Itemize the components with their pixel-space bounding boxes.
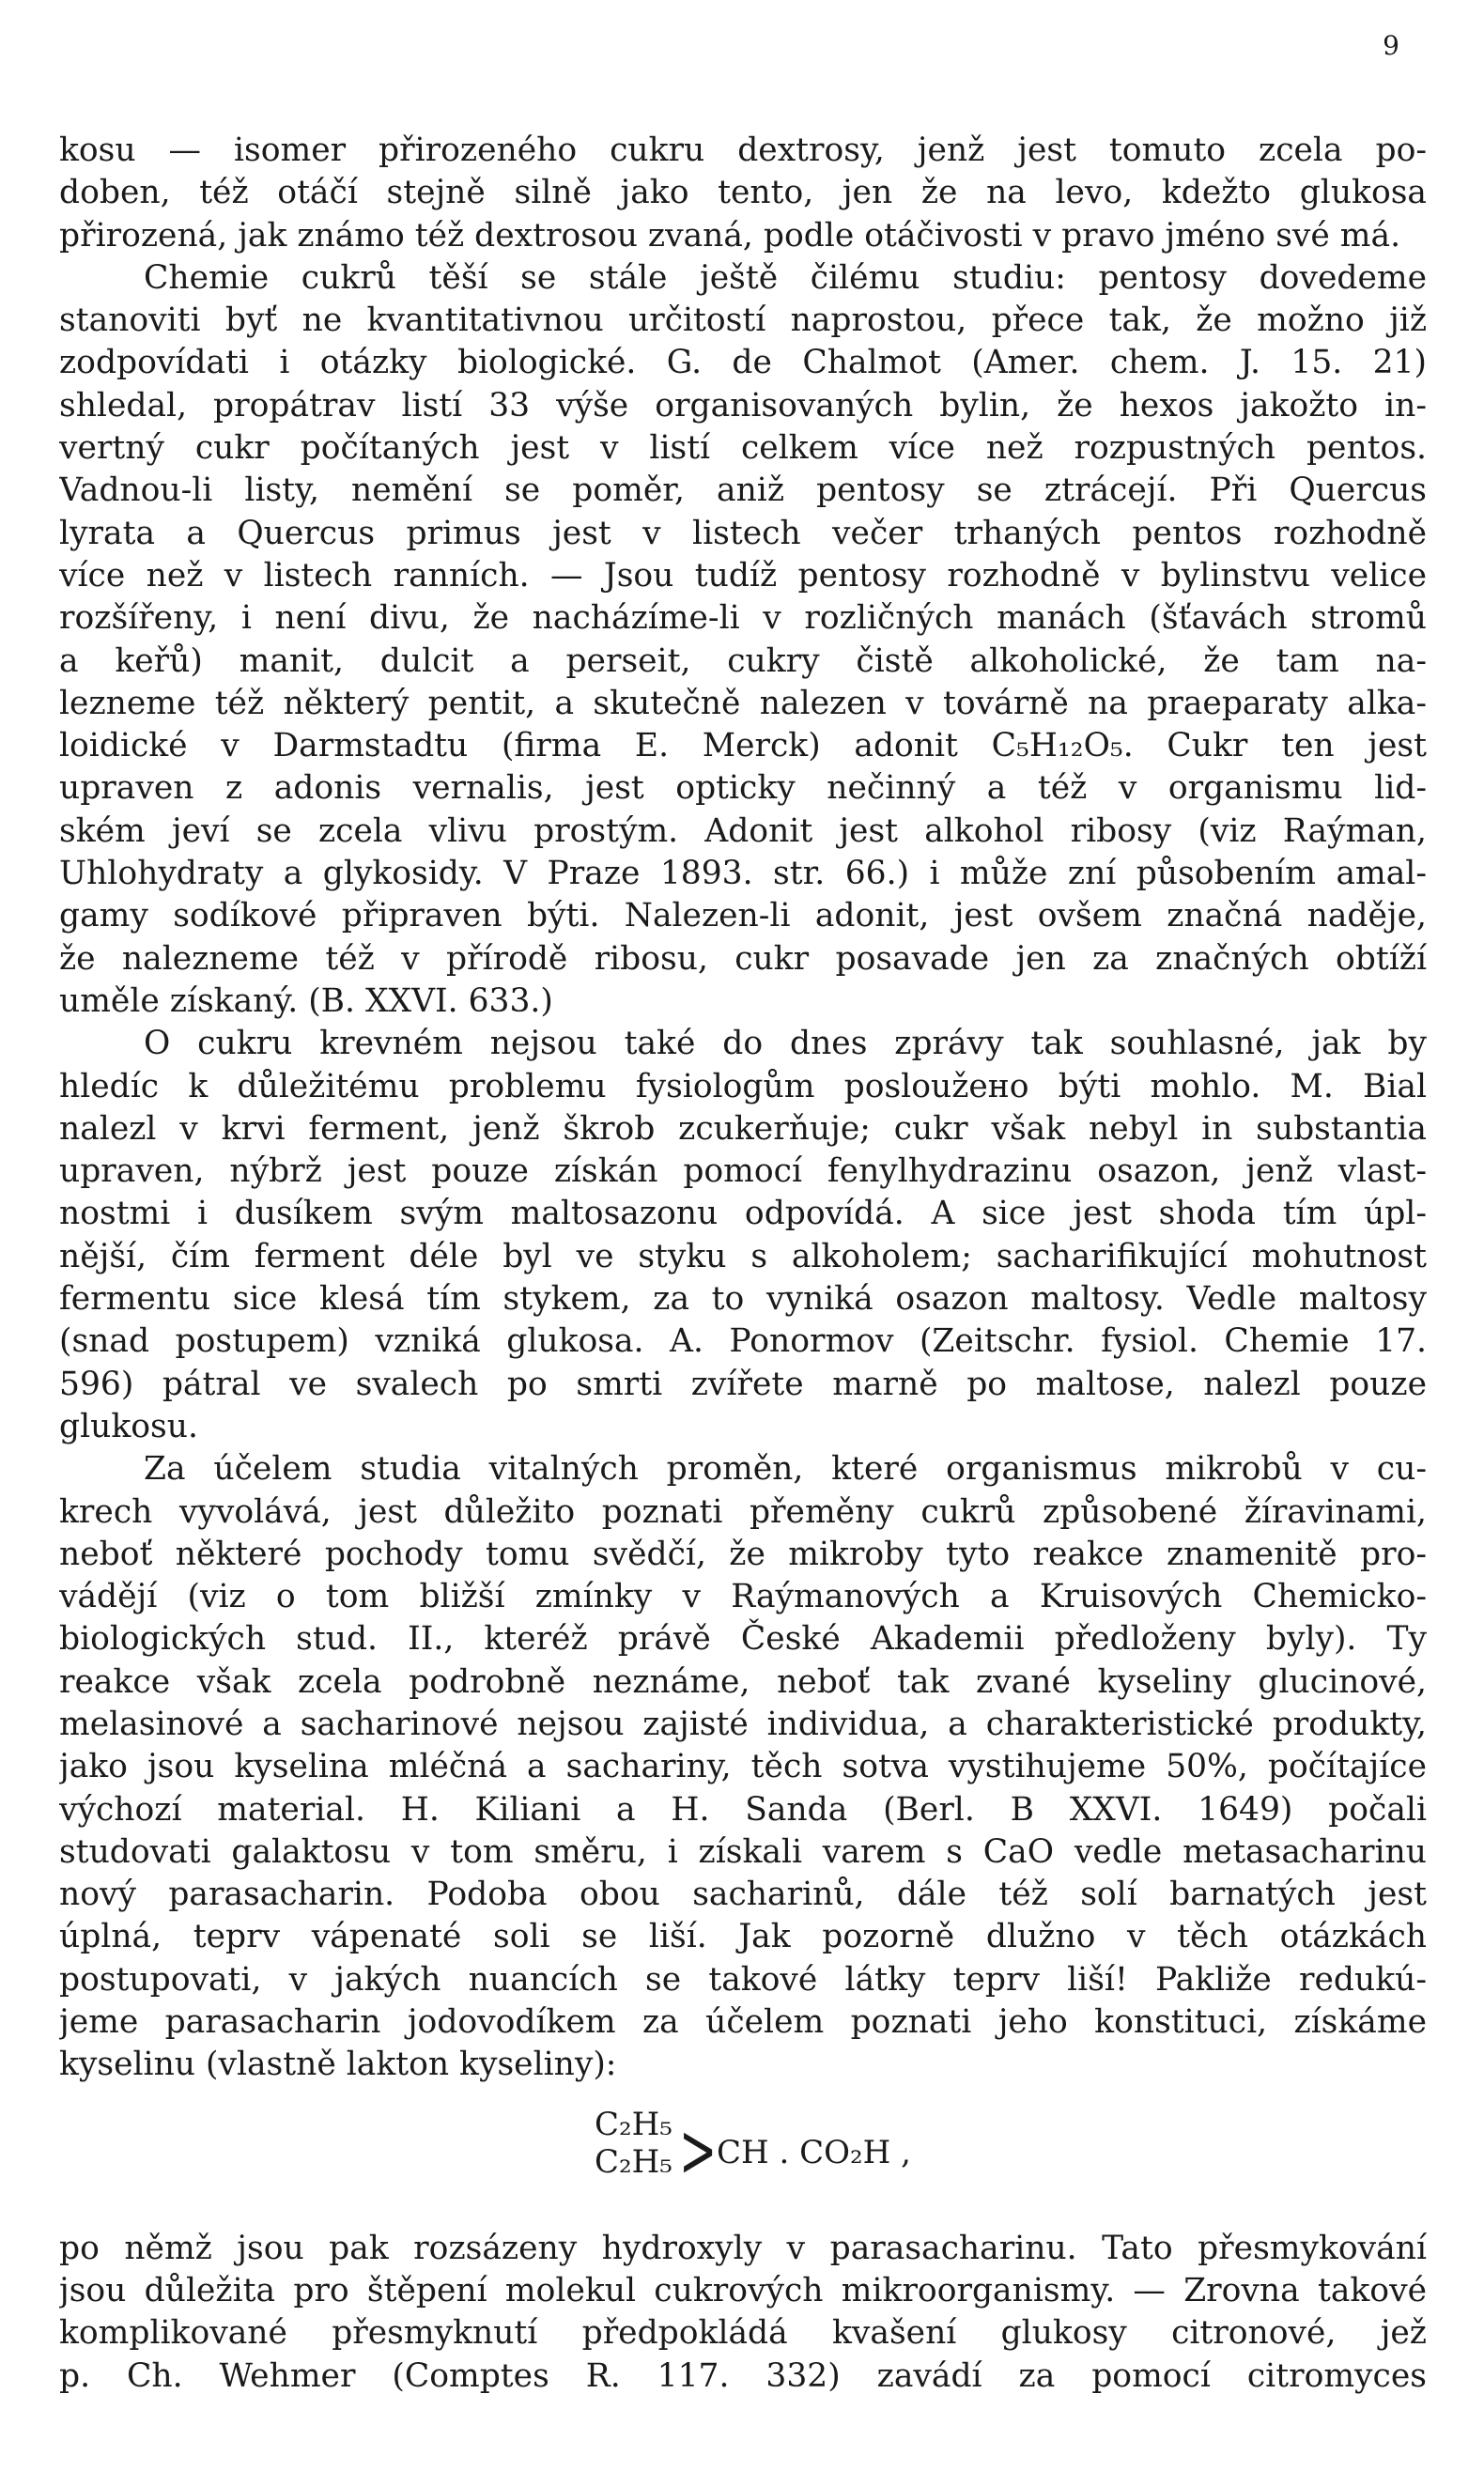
- text-line: 596) pátral ve svalech po smrti zvířete marně po maltose, nalezl pouze: [59, 1365, 1427, 1403]
- text-line: po němž jsou pak rozsázeny hydroxyly v parasacharinu. Tato přesmykování: [59, 2229, 1427, 2267]
- text-line: fermentu sice klesá tím stykem, za to vyniká osazon maltosy. Vedle maltosy: [59, 1280, 1427, 1319]
- text-line: biologických stud. II., kteréž právě České Akademii předloženy byly). Ty: [59, 1620, 1427, 1659]
- text-line: nostmi i dusíkem svým maltosazonu odpovídá. A sice jest shoda tím úpl-: [59, 1195, 1427, 1233]
- formula-top: C₂H₅: [595, 2105, 672, 2143]
- text-line: doben, též otáčí stejně silně jako tento, jen že na levo, kdežto glukosa: [59, 174, 1427, 212]
- text-line: krech vyvolává, jest důležito poznati přeměny cukrů způsobené žíravinami,: [59, 1492, 1427, 1531]
- paragraphs-after-formula: [59, 2228, 1427, 2398]
- text-line: jsou důležita pro štěpení molekul cukrových mikroorganismy. — Zrovna takové: [59, 2271, 1427, 2309]
- formula-bottom: C₂H₅: [595, 2142, 672, 2181]
- text-line: vádějí (viz o tom bližší zmínky v Raýmanových a Kruisových Chemicko-: [59, 1578, 1427, 1616]
- text-line: Za účelem studia vitalných proměn, které organismus mikrobů v cu-: [144, 1450, 1427, 1489]
- body-text: [59, 130, 1427, 2398]
- text-line: postupovati, v jakých nuancích se takové látky teprv liší! Pakliže redukú-: [59, 1960, 1427, 1999]
- formula-bracket: >: [679, 2106, 718, 2194]
- text-line: nější, čím ferment déle byl ve styku s alkoholem; sacharifikující mohutnost: [59, 1237, 1427, 1275]
- text-line: melasinové a sacharinové nejsou zajisté individua, a charakteristické produkty,: [59, 1705, 1427, 1743]
- text-line: upraven z adonis vernalis, jest opticky nečinný a též v organismu lid-: [59, 769, 1427, 808]
- text-line: zodpovídati i otázky biologické. G. de Chalmot (Amer. chem. J. 15. 21): [59, 344, 1427, 382]
- text-line: O cukru krevném nejsou také do dnes zprávy tak souhlasné, jak by: [144, 1025, 1427, 1063]
- text-line: studovati galaktosu v tom směru, i získali varem s CaO vedle metasacharinu: [59, 1832, 1427, 1871]
- text-line: rozšířeny, i není divu, že nacházíme-li v rozličných manách (šťavách stromů: [59, 599, 1427, 638]
- text-line: Vadnou-li listy, nemění se poměr, aniž pentosy se ztrácejí. Při Quercus: [59, 471, 1427, 510]
- chemical-formula: [59, 2087, 1427, 2228]
- text-line: výchozí material. H. Kiliani a H. Sanda (Berl. B XXVI. 1649) počali: [59, 1790, 1427, 1829]
- text-line: že nalezneme též v přírodě ribosu, cukr posavade jen za značných obtíží: [59, 939, 1427, 978]
- text-line: nalezl v krvi ferment, jenž škrob zcukerňuje; cukr však nebyl in substantia: [59, 1109, 1427, 1148]
- page-number: 9: [1383, 30, 1399, 61]
- text-line: jeme parasacharin jodovodíkem za účelem poznati jeho konstituci, získáme: [59, 2003, 1427, 2042]
- text-line: vertný cukr počítaných jest v listí celkem více než rozpustných pentos.: [59, 429, 1427, 468]
- text-line: lezneme též některý pentit, a skutečně nalezen v továrně na praeparaty alka-: [59, 684, 1427, 722]
- text-line: a keřů) manit, dulcit a perseit, cukry čistě alkoholické, že tam na-: [59, 641, 1427, 680]
- text-line: reakce však zcela podrobně neznáme, neboť tak zvané kyseliny glucinové,: [59, 1662, 1427, 1701]
- text-line: upraven, nýbrž jest pouze získán pomocí fenylhydrazinu osazon, jenž vlast-: [59, 1152, 1427, 1191]
- text-line: glukosu.: [59, 1407, 198, 1445]
- paragraphs-before-formula: [59, 130, 1427, 2087]
- text-line: ském jeví se zcela vlivu prostým. Adonit jest alkohol ribosy (viz Raýman,: [59, 811, 1427, 850]
- text-line: stanoviti byť ne kvantitativnou určitostí naprostou, přece tak, že možno již: [59, 301, 1427, 340]
- text-line: kosu — isomer přirozeného cukru dextrosy, jenž jest tomuto zcela po-: [59, 131, 1427, 169]
- text-line: Chemie cukrů těší se stále ještě čilému studiu: pentosy dovedeme: [144, 258, 1427, 297]
- text-line: lyrata a Quercus primus jest v listech večer trhaných pentos rozhodně: [59, 514, 1427, 552]
- text-line: úplná, teprv vápenaté soli se liší. Jak pozorně dlužno v těch otázkách: [59, 1918, 1427, 1956]
- text-line: gamy sodíkové připraven býti. Nalezen-li adonit, jest ovšem značná naděje,: [59, 897, 1427, 935]
- text-line: loidické v Darmstadtu (firma E. Merck) adonit C₅H₁₂O₅. Cukr ten jest: [59, 727, 1427, 765]
- text-line: neboť některé pochody tomu svědčí, že mikroby tyto reakce znamenitě pro-: [59, 1535, 1427, 1573]
- text-line: hledíc k důležitému problemu fysiologům posloužено býti mohlo. M. Bial: [59, 1067, 1427, 1105]
- text-line: shledal, propátrav listí 33 výše organisovaných bylin, že hexos jakožto in-: [59, 386, 1427, 425]
- text-line: jako jsou kyselina mléčná a sachariny, těch sotva vystihujeme 50%, počítajíce: [59, 1748, 1427, 1786]
- formula-main: CH . CO₂H ,: [717, 2133, 911, 2171]
- text-line: přirozená, jak známo též dextrosou zvaná, podle otáčivosti v pravo jméno své má.: [59, 216, 1401, 255]
- text-line: kyselinu (vlastně lakton kyseliny):: [59, 2046, 617, 2084]
- text-line: uměle získaný. (B. XXVI. 633.): [59, 981, 553, 1020]
- text-line: Uhlohydraty a glykosidy. V Praze 1893. str. 66.) i může zní působením amal-: [59, 855, 1427, 893]
- text-line: nový parasacharin. Podoba obou sacharinů, dále též solí barnatých jest: [59, 1876, 1427, 1914]
- text-line: více než v listech ranních. — Jsou tudíž pentosy rozhodně v bylinstvu velice: [59, 556, 1427, 595]
- text-line: p. Ch. Wehmer (Comptes R. 117. 332) zavádí za pomocí citromyces: [59, 2356, 1427, 2395]
- formula-substituents: [595, 2106, 672, 2181]
- text-line: komplikované přesmyknutí předpokládá kvašení glukosy citronové, jež: [59, 2314, 1427, 2353]
- text-line: (snad postupem) vzniká glukosa. A. Ponormov (Zeitschr. fysiol. Chemie 17.: [59, 1322, 1427, 1361]
